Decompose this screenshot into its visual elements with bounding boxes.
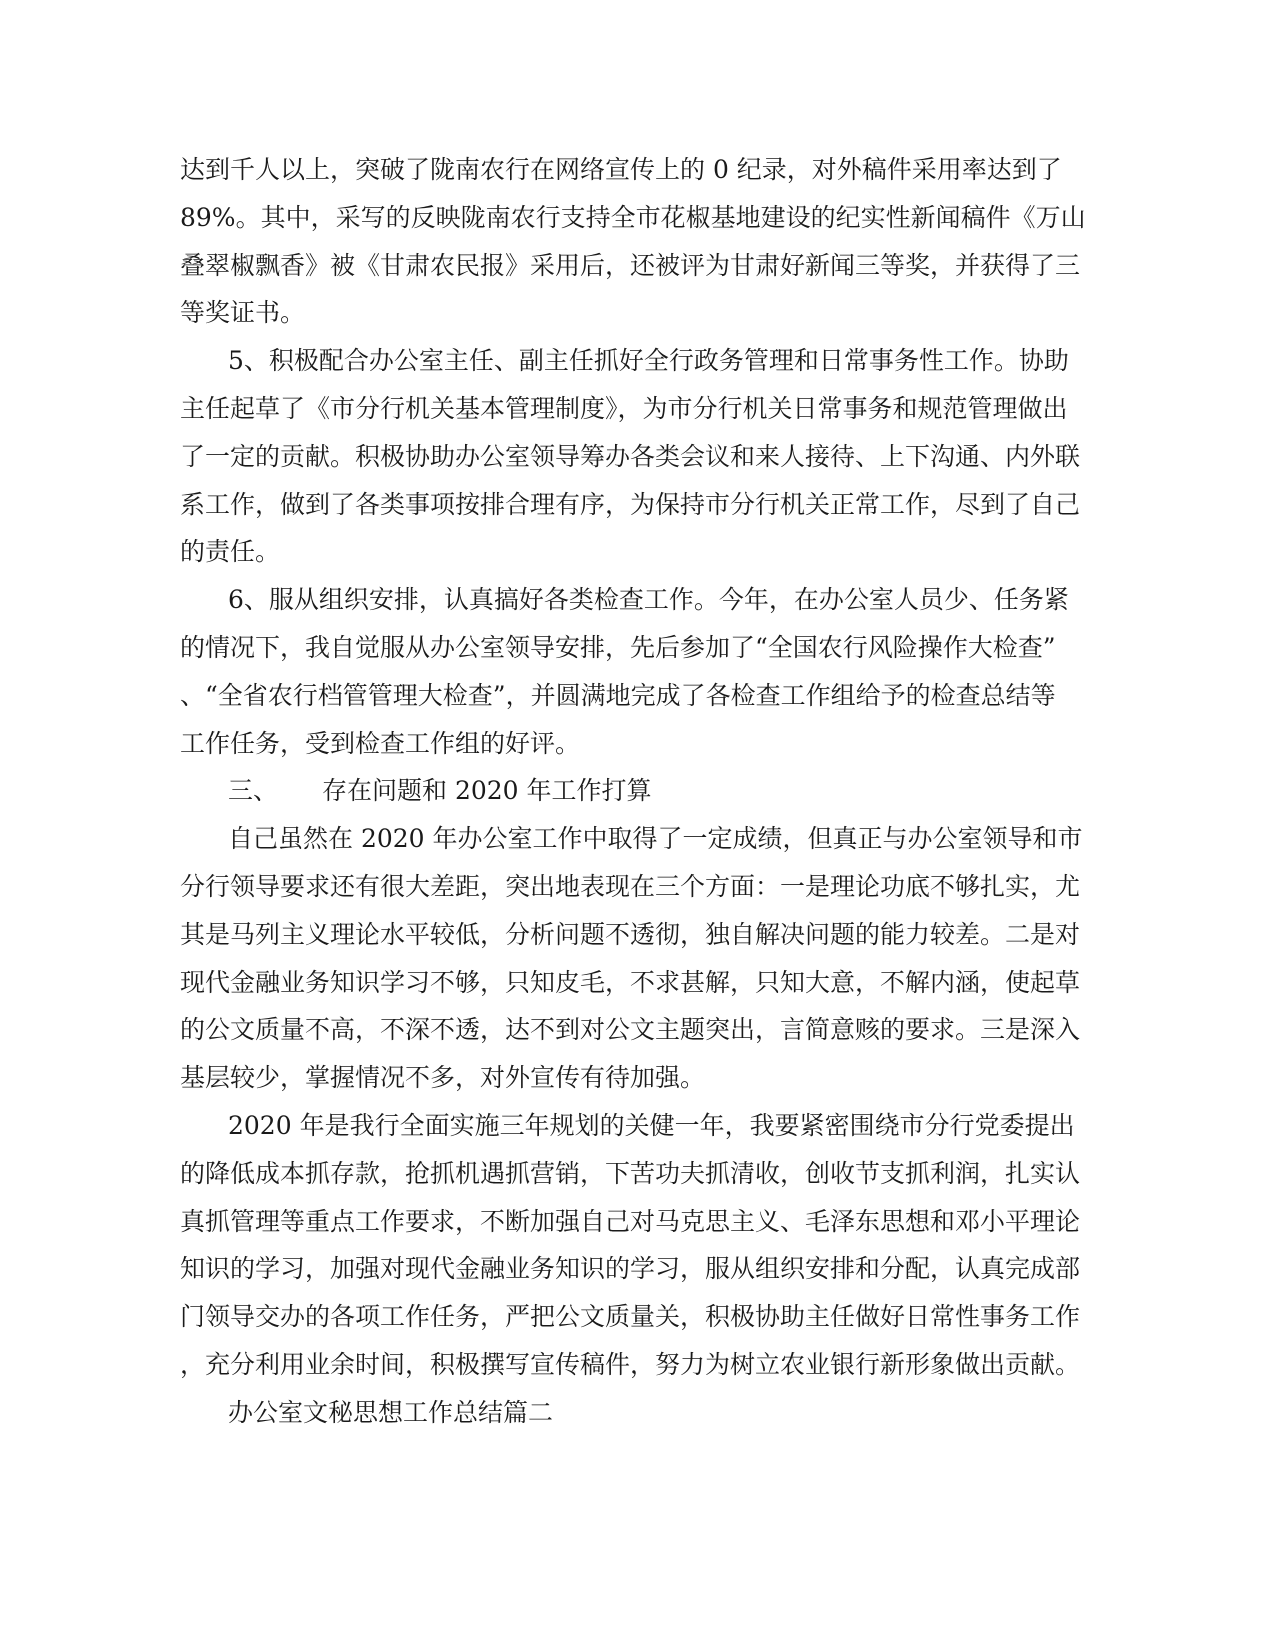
text-line: 其是马列主义理论水平较低，分析问题不透彻，独自解决问题的能力较差。二是对 bbox=[180, 919, 1081, 949]
text-line: 等奖证书。 bbox=[180, 298, 306, 328]
paragraph bbox=[180, 1389, 1035, 1437]
text-line: 6、服从组织安排，认真搞好各类检查工作。今年，在办公室人员少、任务紧 bbox=[228, 585, 1069, 615]
paragraph bbox=[180, 146, 1086, 337]
text-line: 现代金融业务知识学习不够，只知皮毛，不求甚解，只知大意，不解内涵，使起草 bbox=[180, 967, 1081, 997]
paragraph bbox=[180, 337, 1081, 576]
document-body bbox=[180, 146, 1086, 1437]
text-line: 分行领导要求还有很大差距，突出地表现在三个方面：一是理论功底不够扎实，尤 bbox=[180, 871, 1081, 901]
text-line: 2020 年是我行全面实施三年规划的关健一年，我要紧密围绕市分行党委提出 bbox=[228, 1110, 1075, 1140]
text-line: 、“全省农行档管管理大检查”，并圆满地完成了各检查工作组给予的检查总结等 bbox=[180, 680, 1056, 710]
text-line: 主任起草了《市分行机关基本管理制度》，为市分行机关日常事务和规范管理做出 bbox=[180, 393, 1068, 423]
text-line: 真抓管理等重点工作要求，不断加强自己对马克思主义、毛泽东思想和邓小平理论 bbox=[180, 1206, 1081, 1236]
section-title: 存在问题和 2020 年工作打算 bbox=[322, 776, 652, 806]
text-line: 知识的学习，加强对现代金融业务知识的学习，服从组织安排和分配，认真完成部 bbox=[180, 1254, 1081, 1284]
text-line: 达到千人以上，突破了陇南农行在网络宣传上的 0 纪录，对外稿件采用率达到了 bbox=[180, 155, 1062, 184]
text-line: 的责任。 bbox=[180, 537, 281, 567]
text-line: 自己虽然在 2020 年办公室工作中取得了一定成绩，但真正与办公室领导和市 bbox=[228, 824, 1083, 854]
text-line: 的降低成本抓存款，抢抓机遇抓营销，下苦功夫抓清收，创收节支抓利润，扎实认 bbox=[180, 1158, 1081, 1188]
text-line: 5、积极配合办公室主任、副主任抓好全行政务管理和日常事务性工作。协助 bbox=[228, 346, 1069, 376]
text-line: 的公文质量不高，不深不透，达不到对公文主题突出，言简意赅的要求。三是深入 bbox=[180, 1015, 1081, 1045]
text-line: 叠翠椒飘香》被《甘肃农民报》采用后，还被评为甘肃好新闻三等奖，并获得了三 bbox=[180, 250, 1081, 280]
text-line: 的情况下，我自觉服从办公室领导安排，先后参加了“全国农行风险操作大检查” bbox=[180, 632, 1056, 662]
text-line: 系工作，做到了各类事项按排合理有序，为保持市分行机关正常工作，尽到了自己 bbox=[180, 489, 1081, 519]
paragraph bbox=[180, 815, 1083, 1102]
text-line: 办公室文秘思想工作总结篇二 bbox=[228, 1397, 554, 1427]
paragraph bbox=[180, 1102, 1081, 1389]
section-heading bbox=[180, 767, 1035, 815]
text-line: 基层较少，掌握情况不多，对外宣传有待加强。 bbox=[180, 1063, 706, 1093]
text-line: 89%。其中，采写的反映陇南农行支持全市花椒基地建设的纪实性新闻稿件《万山 bbox=[180, 202, 1086, 232]
text-line: ，充分利用业余时间，积极撰写宣传稿件，努力为树立农业银行新形象做出贡献。 bbox=[180, 1349, 1081, 1379]
section-number: 三、 bbox=[228, 776, 279, 806]
paragraph bbox=[180, 576, 1069, 767]
text-line: 门领导交办的各项工作任务，严把公文质量关，积极协助主任做好日常性事务工作 bbox=[180, 1302, 1081, 1332]
text-line: 了一定的贡献。积极协助办公室领导筹办各类会议和来人接待、上下沟通、内外联 bbox=[180, 441, 1081, 471]
text-line: 工作任务，受到检查工作组的好评。 bbox=[180, 728, 581, 758]
